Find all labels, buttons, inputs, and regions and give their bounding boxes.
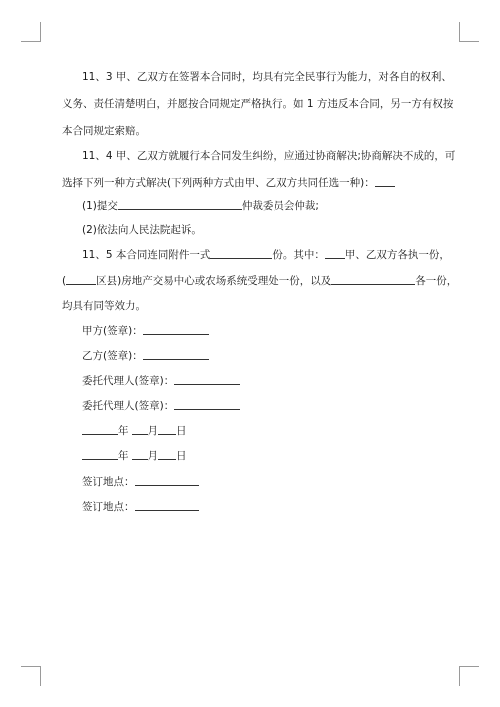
party-b-signature-row bbox=[82, 348, 209, 363]
agent-1-signature-row bbox=[82, 373, 240, 388]
day-label: 日 bbox=[176, 425, 187, 437]
agent-2-signature-row bbox=[82, 398, 240, 413]
signing-place-label: 签订地点： bbox=[82, 501, 135, 513]
copies-count-blank[interactable] bbox=[210, 247, 272, 259]
signing-place-row-2 bbox=[82, 499, 199, 514]
clause-11-5-line-2-suffix: 各一份， bbox=[415, 275, 458, 287]
district-blank[interactable] bbox=[66, 273, 96, 285]
clause-11-5-line-2 bbox=[62, 273, 458, 288]
month-field[interactable] bbox=[132, 423, 148, 435]
clause-11-5-line-2-mid: 区县)房地产交易中心或农场系统受理处一份，以及 bbox=[96, 275, 332, 287]
holder-blank[interactable] bbox=[325, 247, 345, 259]
month-label: 月 bbox=[147, 425, 158, 437]
option-1-prefix: (1)提交 bbox=[82, 200, 118, 212]
signing-place-field[interactable] bbox=[135, 499, 199, 511]
clause-11-4-option-2: (2)依法向人民法院起诉。 bbox=[82, 224, 202, 236]
signing-place-field[interactable] bbox=[135, 474, 199, 486]
crop-mark-top-right bbox=[459, 41, 479, 42]
clause-11-5-prefix: 11、5 本合同连同附件一式 bbox=[82, 249, 211, 261]
crop-mark-top-left bbox=[40, 22, 41, 42]
clause-11-4-line-2-text: 选择下列一种方式解决(下列两种方式由甲、乙双方共同任选一种)： bbox=[62, 177, 375, 189]
other-party-blank[interactable] bbox=[331, 273, 415, 285]
clause-11-4-line-2 bbox=[62, 175, 442, 190]
party-a-signature-field[interactable] bbox=[143, 323, 209, 335]
date-row-2 bbox=[82, 448, 187, 463]
clause-11-3-line-1: 11、3 甲、乙双方在签署本合同时，均具有完全民事行为能力，对各自的权利、 bbox=[82, 71, 452, 83]
crop-mark-bottom-left bbox=[21, 666, 41, 667]
party-b-label: 乙方(签章)： bbox=[82, 350, 143, 362]
clause-11-5-suffix: 甲、乙双方各执一份， bbox=[344, 249, 450, 261]
month-field[interactable] bbox=[132, 448, 148, 460]
clause-11-3-line-3: 本合同规定索赔。 bbox=[62, 125, 146, 137]
clause-11-4-line-1: 11、4 甲、乙双方就履行本合同发生纠纷，应通过协商解决;协商解决不成的，可 bbox=[82, 150, 456, 162]
day-label: 日 bbox=[176, 450, 187, 462]
clause-11-4-option-1 bbox=[82, 198, 319, 213]
clause-11-5-open: ( bbox=[62, 275, 67, 287]
agent-1-signature-field[interactable] bbox=[174, 373, 240, 385]
year-label: 年 bbox=[118, 425, 129, 437]
party-b-signature-field[interactable] bbox=[143, 348, 209, 360]
crop-mark-bottom-right bbox=[459, 666, 460, 686]
arbitration-committee-blank[interactable] bbox=[118, 198, 242, 210]
year-field[interactable] bbox=[82, 423, 118, 435]
day-field[interactable] bbox=[158, 423, 176, 435]
clause-11-3-line-2: 义务、责任清楚明白，并愿按合同规定严格执行。如 1 方违反本合同，另一方有权按 bbox=[62, 98, 454, 110]
agent-1-label: 委托代理人(签章)： bbox=[82, 375, 175, 387]
party-a-label: 甲方(签章)： bbox=[82, 325, 143, 337]
crop-mark-top-left bbox=[21, 41, 41, 42]
date-row-1 bbox=[82, 423, 187, 438]
signing-place-row-1 bbox=[82, 474, 199, 489]
day-field[interactable] bbox=[158, 448, 176, 460]
signing-place-label: 签订地点： bbox=[82, 476, 135, 488]
crop-mark-bottom-right bbox=[459, 666, 479, 667]
party-a-signature-row bbox=[82, 323, 209, 338]
clause-11-5-line-3: 均具有同等效力。 bbox=[62, 300, 146, 312]
crop-mark-top-right bbox=[459, 22, 460, 42]
year-label: 年 bbox=[118, 450, 129, 462]
crop-mark-bottom-left bbox=[40, 666, 41, 686]
agent-2-label: 委托代理人(签章)： bbox=[82, 400, 175, 412]
year-field[interactable] bbox=[82, 448, 118, 460]
option-1-suffix: 仲裁委员会仲裁; bbox=[241, 200, 319, 212]
clause-11-5-mid: 份。其中： bbox=[272, 249, 325, 261]
clause-11-5-line-1 bbox=[82, 247, 450, 262]
agent-2-signature-field[interactable] bbox=[174, 398, 240, 410]
month-label: 月 bbox=[147, 450, 158, 462]
blank-field[interactable] bbox=[375, 175, 395, 187]
